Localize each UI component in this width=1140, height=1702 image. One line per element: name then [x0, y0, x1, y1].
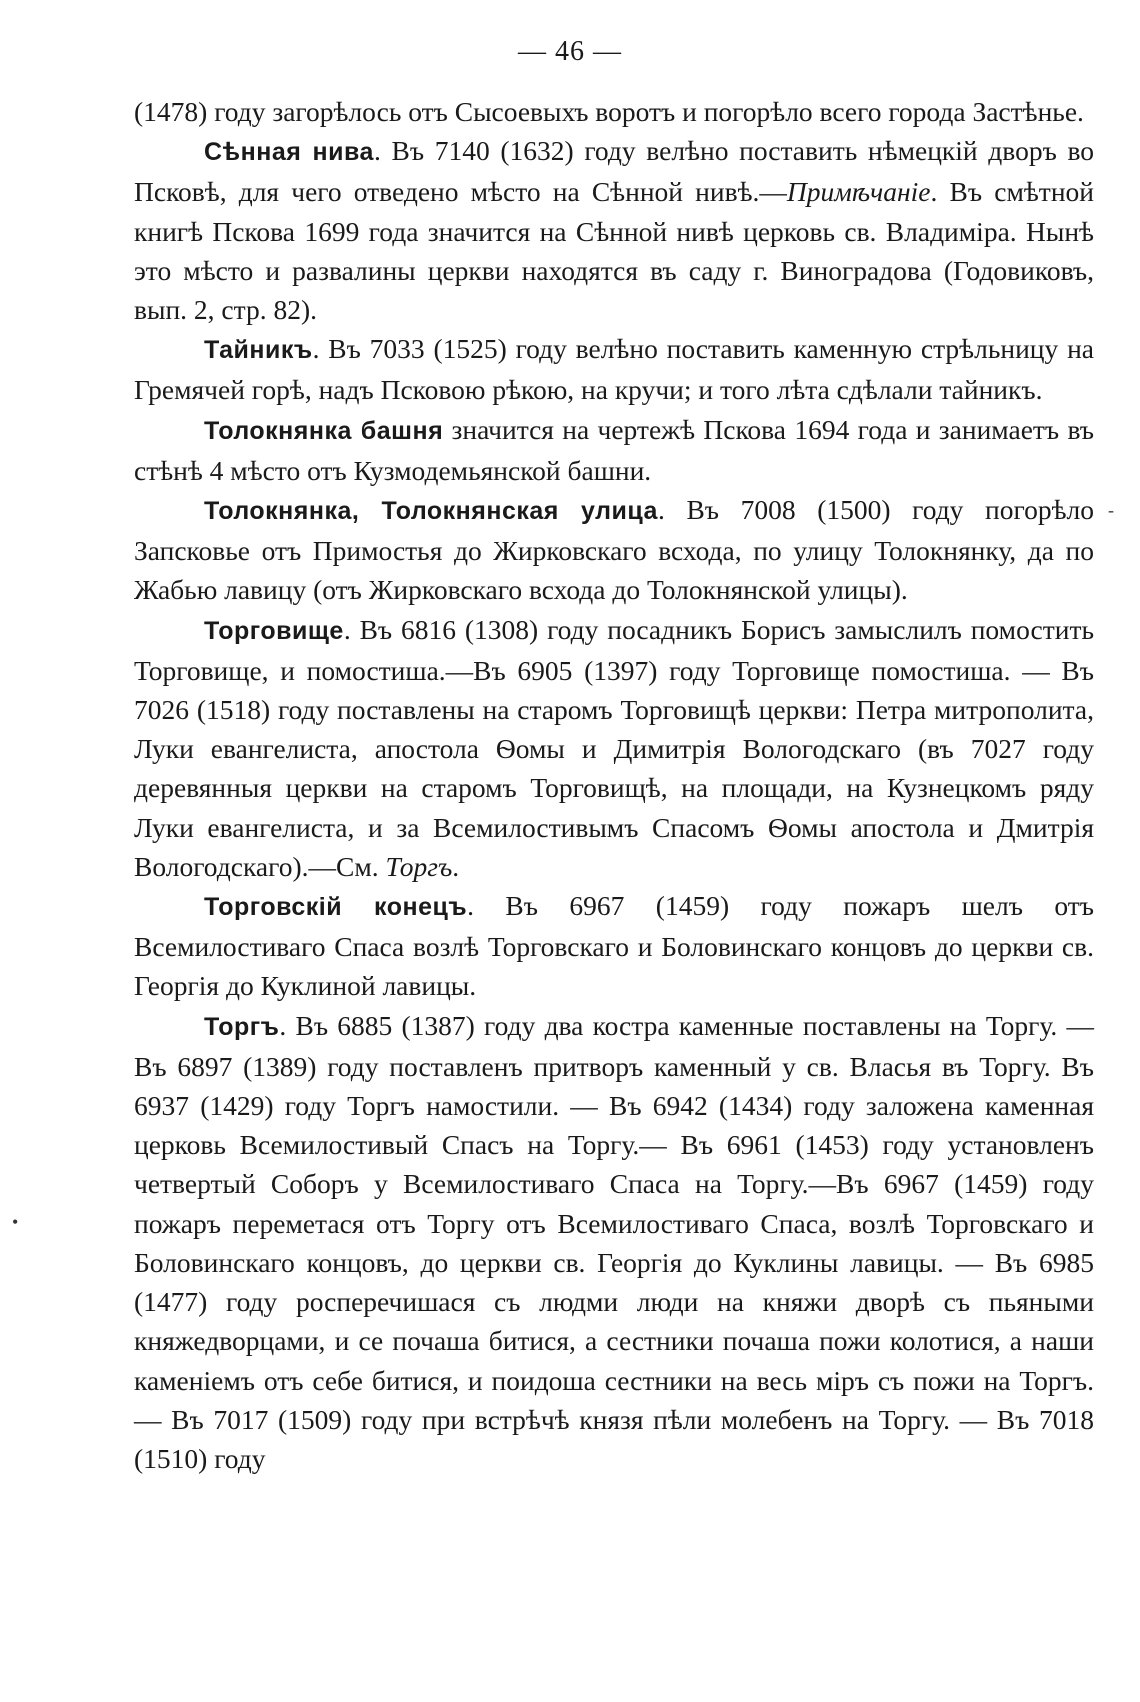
margin-dash-mark: -	[1108, 500, 1114, 520]
entry-headword: Толокнянка башня	[204, 416, 444, 445]
entry-toloknyanka-bashnya	[134, 410, 1094, 490]
entry-text: . Въ 6816 (1308) году посадникъ Борисъ замыслилъ помостить Торговище, и помостиша.—Въ 6905 (1397) году Торговище помостиша. — Въ 7026 (1518) году поставлены на старомъ Торговищѣ церкви: Петра митрополита, Луки евангелиста, апостола Ѳомы и Димитрія Вологодскаго (въ 7027 году деревянныя церкви на старомъ Торговищѣ, на площади, на Кузнецкомъ ряду Луки евангелиста, и за Всемилостивымъ Спасомъ Ѳомы апостола и Дмитрія Вологодскаго).—См.	[134, 613, 1094, 882]
entry-text: . Въ 7140 (1632) году велѣно поставить нѣмецкій дворъ во Псковѣ, для чего отведено мѣсто на Сѣнной нивѣ.—	[134, 135, 1094, 208]
margin-dot-mark: •	[12, 1212, 19, 1232]
entry-text: . Въ 6967 (1459) году пожаръ шелъ отъ Всемилостиваго Спаса возлѣ Торговскаго и Боловинскаго концовъ до церкви св. Георгія до Куклиной лавицы.	[134, 890, 1094, 1002]
entry-headword: Тайникъ	[204, 336, 313, 365]
entry-text: . Въ 7033 (1525) году велѣно поставить каменную стрѣльницу на Гремячей горѣ, надъ Псковою рѣкою, на кручи; и того лѣта сдѣлали тайникъ.	[134, 333, 1094, 406]
entry-torgovskiy-konets	[134, 886, 1094, 1006]
entry-sennaya-niva	[134, 131, 1094, 329]
paragraph-text: (1478) году загорѣлось отъ Сысоевыхъ воротъ и погорѣло всего города Застѣнье.	[134, 96, 1084, 127]
entry-italic-text: Примѣчаніе	[786, 176, 931, 208]
entry-italic-text: Торгъ	[385, 850, 453, 882]
entry-headword: Торгъ	[204, 1012, 280, 1041]
entry-text: . Въ 7008 (1500) году погорѣло Запсковье отъ Примостья до Жирковскаго всхода, по улицу Толокнянку, да по Жабью лавицу (отъ Жирковскаго всхода до Толокнянской улицы).	[134, 494, 1095, 606]
entry-tainik	[134, 329, 1094, 409]
entry-headword: Торговище	[204, 616, 344, 645]
text-body	[134, 92, 1094, 1478]
entry-toloknyanskaya-ulitsa	[134, 490, 1094, 610]
entry-text: .	[452, 850, 460, 882]
entry-text: значится на чертежѣ Пскова 1694 года и занимаетъ въ стѣнѣ 4 мѣсто отъ Кузмодемьянской башни.	[134, 413, 1094, 486]
entry-text: . Въ смѣтной книгѣ Пскова 1699 года значится на Сѣнной нивѣ церковь св. Владиміра. Нынѣ это мѣсто и развалины церкви находятся въ саду г. Виноградова (Годовиковъ, вып. 2, стр. 82).	[134, 176, 1094, 326]
entry-headword: Сѣнная нива	[204, 138, 374, 167]
paragraph-continuation	[134, 92, 1094, 131]
page-number: — 46 —	[518, 36, 622, 67]
entry-text: . Въ 6885 (1387) году два костра каменные поставлены на Торгу. — Въ 6897 (1389) году поставленъ притворъ каменный у св. Власья въ Торгу. Въ 6937 (1429) году Торгъ намостили. — Въ 6942 (1434) году заложена каменная церковь Всемилостивый Спасъ на Торгу.— Въ 6961 (1453) году установленъ четвертый Соборъ у Всемилостиваго Спаса на Торгу.—Въ 6967 (1459) году пожаръ переметася отъ Торгу отъ Всемилостиваго Спаса, возлѣ Торговскаго и Боловинскаго концовъ, до церкви св. Георгія до Куклины лавицы. — Въ 6985 (1477) году росперечишася съ людми люди на княжи дворѣ съ пьяными княжедворцами, и се почаша битися, а сестники почаша пожи колотися, а наши каменіемъ отъ себе битися, и поидоша сестники на весь міръ съ пожи на Торгъ. — Въ 7017 (1509) году при встрѣчѣ князя пѣли молебенъ на Торгу. — Въ 7018 (1510) году	[134, 1009, 1094, 1474]
entry-torgovishche	[134, 610, 1094, 886]
entry-torg	[134, 1006, 1094, 1478]
entry-headword: Торговскій конецъ	[204, 893, 468, 922]
entry-headword: Толокнянка, Толокнянская улица	[204, 497, 658, 526]
